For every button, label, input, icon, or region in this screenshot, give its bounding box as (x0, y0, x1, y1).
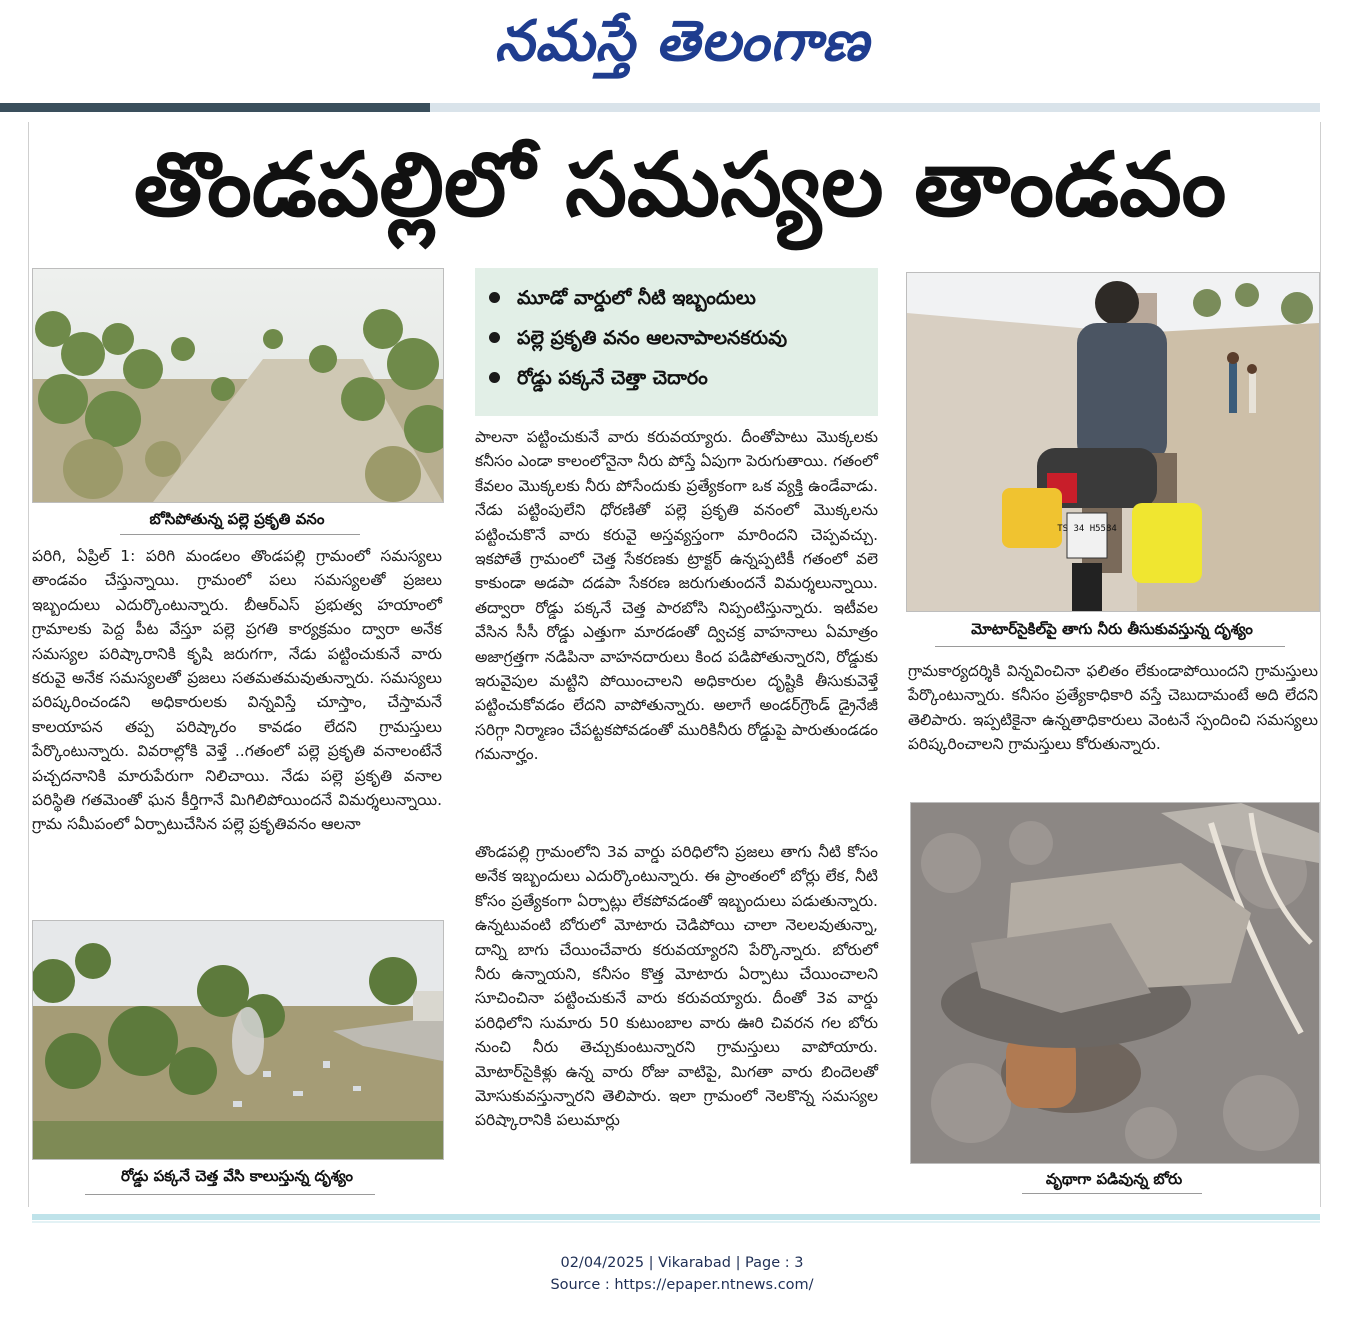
article-column-right (908, 659, 1318, 799)
page-footer (0, 1252, 1364, 1296)
highlight-text: పల్లె ప్రకృతి వనం ఆలనాపాలనకరువు (517, 327, 788, 349)
caption-underline (85, 1194, 375, 1195)
article-column-middle-2 (475, 840, 878, 1200)
highlight-text: మూడో వార్డులో నీటి ఇబ్బందులు (517, 287, 756, 309)
caption-underline (935, 646, 1285, 647)
nature-park-caption: బోసిపోతున్న పల్లె ప్రకృతి వనం (149, 510, 325, 528)
article-paragraph: పాలనా పట్టించుకునే వారు కరువయ్యారు. దీంతోపాటు మొక్కలకు కనీసం ఎండా కాలంలోనైనా నీరు పోస్తే ఏపుగా పెరుగుతాయి. గతంలో కేవలం మొక్కలకు నీరు పోసేందుకు ప్రత్యేకంగా ఒక వ్యక్తి ఉండేవాడు. నేడు పట్టింపులేని ధోరణితో పల్లె ప్రకృతి వనంలో మొక్కలను పట్టించుకొనే వారు కరువై అస్తవ్యస్తంగా మారిందని చెప్పవచ్చు. ఇకపోతే గ్రామంలో చెత్త సేకరణకు ట్రాక్టర్ ఉన్నప్పటికీ గతంలో వలె కాకుండా అడపా దడపా సేకరణ జరుగుతుందనే విమర్శలున్నాయి. తద్వారా రోడ్డు పక్కనే చెత్త పారబోసి నిప్పంటిస్తున్నారు. ఇటీవల వేసిన సీసీ రోడ్డు ఎత్తుగా మారడంతో ద్విచక్ర వాహనాలు ఏమాత్రం అజాగ్రత్తగా నడిపినా వాహనదారులు కింద పడిపోతున్నారని, రోడ్డుకు ఇరువైపుల మట్టిని పోయించాలని అధికారుల దృష్టికి తీసుకువెళ్తే పట్టించుకోవడం లేదని వాపోతున్నారు. అలాగే అండర్‌గ్రౌండ్ డ్రైనేజీ సరిగ్గా నిర్మాణం చేపట్టకపోవడంతో మురికినీరు రోడ్డుపై పారుతుండడం గమనార్హం. (475, 428, 878, 764)
bullet-icon (489, 292, 500, 303)
article-headline: తొండపల్లిలో సమస్యల తాండవం (133, 133, 1227, 236)
borewell-caption: వృథాగా పడివున్న బోరు (1045, 1170, 1183, 1188)
article-column-middle-1 (475, 425, 878, 837)
motorcycle-caption: మోటార్‌సైకిల్‌పై తాగు నీరు తీసుకువస్తున్న దృశ్యం (971, 620, 1253, 638)
highlights-list (475, 268, 878, 398)
page-frame-right (1320, 122, 1321, 1207)
garbage-caption: రోడ్డు పక్కనే చెత్త వేసి కాలుస్తున్న దృశ్యం (121, 1167, 353, 1185)
article-column-left (32, 544, 442, 910)
page-frame-left (28, 122, 29, 1207)
caption-underline (120, 534, 360, 535)
masthead-rule-light (430, 103, 1320, 112)
newspaper-logo: నమస్తే తెలంగాణ (494, 8, 870, 74)
footer-source-link[interactable]: Source : https://epaper.ntnews.com/ (550, 1277, 814, 1293)
motorcycle-water-photo (906, 272, 1320, 612)
number-plate: TS 34 H5584 (1057, 524, 1117, 534)
garbage-burning-photo (32, 920, 444, 1160)
borewell-photo (910, 802, 1320, 1164)
footer-date-edition: 02/04/2025 | Vikarabad | Page : 3 (560, 1255, 804, 1271)
bottom-rule-light (32, 1221, 1320, 1223)
highlight-item (489, 278, 878, 318)
bullet-icon (489, 372, 500, 383)
article-paragraph: తొండపల్లి గ్రామంలోని 3వ వార్డు పరిధిలోని ప్రజలు తాగు నీటి కోసం అనేక ఇబ్బందులు ఎదుర్కొంటున్నారు. ఈ ప్రాంతంలో బోర్లు లేక, నీటి కోసం ప్రత్యేకంగా ఏర్పాట్లు లేకపోవడంతో ఇబ్బందులు పడుతున్నారు. ఉన్నటువంటి బోరులో మోటారు చెడిపోయి చాలా నెలలవుతున్నా, దాన్ని బాగు చేయించేవారు కరువయ్యారని పేర్కొన్నారు. బోరులో నీరు ఉన్నాయని, కనీసం కొత్త మోటారు ఏర్పాటు చేయించాలని సూచించినా పట్టించుకునే వారు కరువయ్యారు. దీంతో 3వ వార్డు పరిధిలోని సుమారు 50 కుటుంబాల వారు ఊరి చివరన గల బోరు నుంచి నీరు తెచ్చుకుంటున్నారని గ్రామస్తులు వాపోయారు. మోటార్‌సైకిళ్లు ఉన్న వారు రోజు వాటిపై, మిగతా వారు బిందెలతో మోసుకువస్తున్నారని తెలిపారు. ఇలా గ్రామంలో నెలకొన్న సమస్యల పరిష్కారానికి పలుమార్లు (475, 843, 878, 1130)
masthead (0, 0, 1364, 100)
highlight-item (489, 358, 878, 398)
masthead-rule-dark (0, 103, 430, 112)
highlights-box (475, 268, 878, 416)
bullet-icon (489, 332, 500, 343)
bottom-rule (32, 1214, 1320, 1220)
highlight-text: రోడ్డు పక్కనే చెత్తా చెదారం (517, 367, 708, 389)
article-paragraph: గ్రామకార్యదర్శికి విన్నవించినా ఫలితం లేకుండాపోయిందని గ్రామస్తులు పేర్కొంటున్నారు. కనీసం ప్రత్యేకాధికారి వస్తే చెబుదామంటే అది లేదని తెలిపారు. ఇప్పటికైనా ఉన్నతాధికారులు వెంటనే స్పందించి సమస్యలు పరిష్కరించాలని గ్రామస్తులు కోరుతున్నారు. (908, 662, 1318, 754)
article-paragraph: పరిగి, ఏప్రిల్ 1: పరిగి మండలం తొండపల్లి గ్రామంలో సమస్యలు తాండవం చేస్తున్నాయి. గ్రామంలో పలు సమస్యలతో ప్రజలు ఇబ్బందులు ఎదుర్కొంటున్నారు. బీఆర్ఎస్ ప్రభుత్వ హయాంలో గ్రామాలకు పెద్ద పీట వేస్తూ పల్లె ప్రగతి కార్యక్రమం ద్వారా అనేక సమస్యల పరిష్కారానికి కృషి జరుగగా, నేడు పట్టించుకునే వారు కరువై అనేక సమస్యలతో ప్రజలు సతమతమవుతున్నారు. సమస్యలు పరిష్కరించండని అధికారులకు విన్నవిస్తే చూస్తాం, చేస్తామనే కాలయాపన తప్ప పరిష్కారం కావడం లేదని గ్రామస్తులు పేర్కొంటున్నారు. వివరాల్లోకి వెళ్తే ..గతంలో పల్లె ప్రకృతి వనాలంటేనే పచ్చదనానికి మారుపేరుగా నిలిచాయి. నేడు పల్లె ప్రకృతి వనాల పరిస్థితి గతమెంతో ఘన కీర్తిగానే మిగిలిపోయిందనే విమర్శలున్నాయి. గ్రామ సమీపంలో ఏర్పాటుచేసిన పల్లె ప్రకృతివనం ఆలనా (32, 547, 442, 834)
highlight-item (489, 318, 878, 358)
caption-underline (1022, 1193, 1202, 1194)
nature-park-photo (32, 268, 444, 503)
